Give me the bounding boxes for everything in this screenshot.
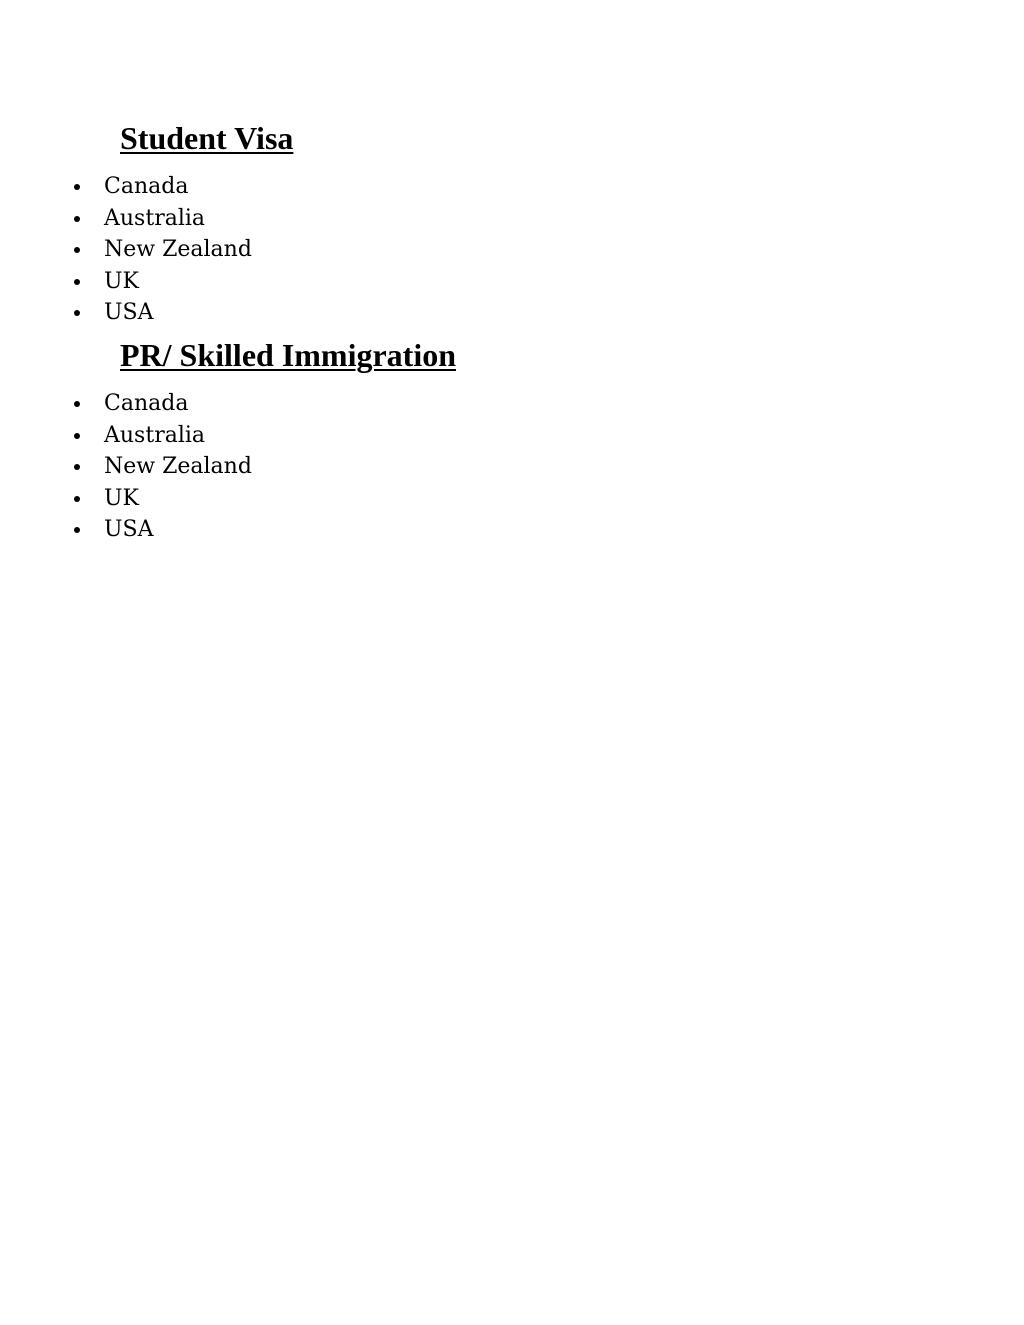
bullet-icon — [74, 496, 80, 502]
bullet-icon — [74, 464, 80, 470]
bullet-icon — [74, 310, 80, 316]
list-item-label: New Zealand — [104, 454, 252, 479]
list-item-label: Australia — [104, 422, 206, 448]
bullet-icon — [74, 527, 80, 533]
list-item-label: UK — [104, 268, 139, 294]
list-item-label: Australia — [104, 205, 206, 231]
section-heading: Student Visa — [120, 120, 294, 156]
list-item-label: UK — [104, 485, 139, 511]
list-item-label: New Zealand — [104, 237, 252, 262]
bullet-icon — [74, 279, 80, 285]
list-item-label: Canada — [104, 174, 189, 199]
section-heading: PR/ Skilled Immigration — [120, 337, 457, 373]
bullet-icon — [74, 433, 80, 439]
bullet-icon — [74, 247, 80, 253]
bullet-icon — [74, 401, 80, 407]
bullet-icon — [74, 216, 80, 222]
list-item-label: Canada — [104, 391, 189, 416]
bullet-icon — [74, 184, 80, 190]
list-item-label: USA — [104, 517, 154, 542]
list-item-label: USA — [104, 300, 154, 325]
